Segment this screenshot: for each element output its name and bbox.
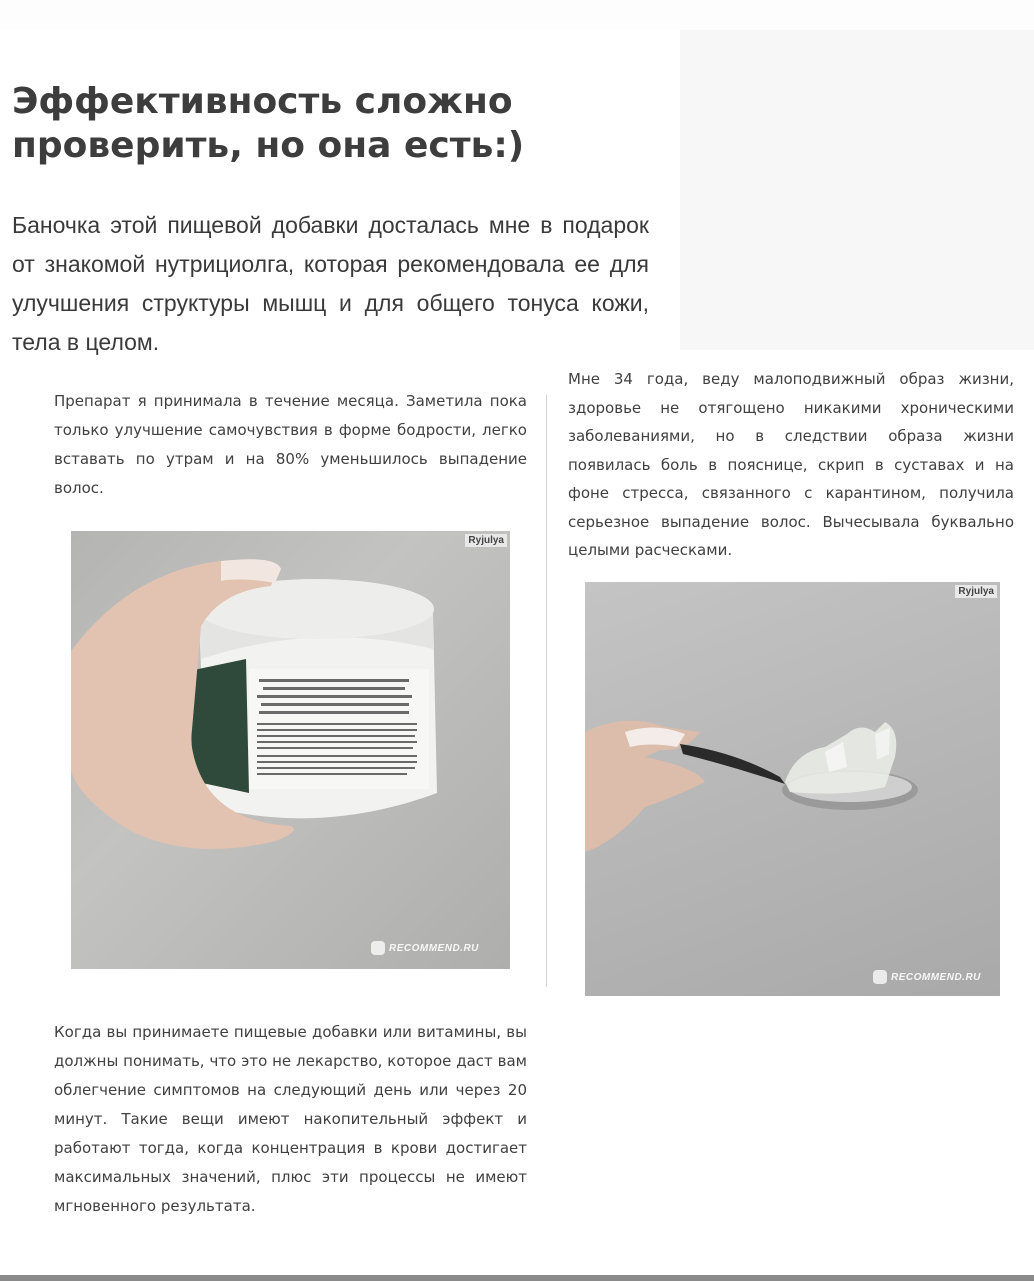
top-strip [0, 0, 1034, 30]
watermark-text: RECOMMEND.RU [389, 942, 479, 954]
jar-illustration [71, 531, 510, 969]
photo-spoon [585, 582, 1000, 996]
right-paragraph: Мне 34 года, веду малоподвижный образ жизни, здоровье не отягощено никакими хроническими заболеваниями, но в следствии образа жизни появилась боль в пояснице, скрип в суставах и на фоне стресса, связанного с карантином, получила серьезное выпадение волос. Вычесывала буквально целыми расческами. [568, 370, 1014, 559]
watermark [873, 970, 981, 984]
spoon-illustration [585, 582, 1000, 996]
intro-paragraph: Баночка этой пищевой добавки досталась мне в подарок от знакомой нутрициолга, которая рекомендовала ее для улучшения структуры мышц и для общего тонуса кожи, тела в целом. [12, 212, 649, 355]
photo-jar [71, 531, 510, 969]
column-divider [546, 395, 547, 987]
author-tag: Ryjulya [465, 534, 507, 547]
left-paragraph: Препарат я принимала в течение месяца. Заметила пока только улучшение самочувствия в форме бодрости, легко вставать по утрам и на 80% уменьшилось выпадение волос. [54, 392, 527, 497]
recommend-logo-icon [873, 970, 887, 984]
bottom-bar [0, 1275, 1034, 1281]
background-panel [680, 30, 1034, 350]
recommend-logo-icon [371, 941, 385, 955]
watermark [371, 941, 479, 955]
watermark-text: RECOMMEND.RU [891, 971, 981, 983]
article-title: Эффективность сложно проверить, но она есть:) [12, 81, 525, 166]
bottom-paragraph: Когда вы принимаете пищевые добавки или витамины, вы должны понимать, что это не лекарство, которое даст вам облегчение симптомов на следующий день или через 20 минут. Такие вещи имеют накопительный эффект и работают тогда, когда концентрация в крови достигает максимальных значений, плюс эти процессы не имеют мгновенного результата. [54, 1023, 527, 1215]
author-tag: Ryjulya [955, 585, 997, 598]
